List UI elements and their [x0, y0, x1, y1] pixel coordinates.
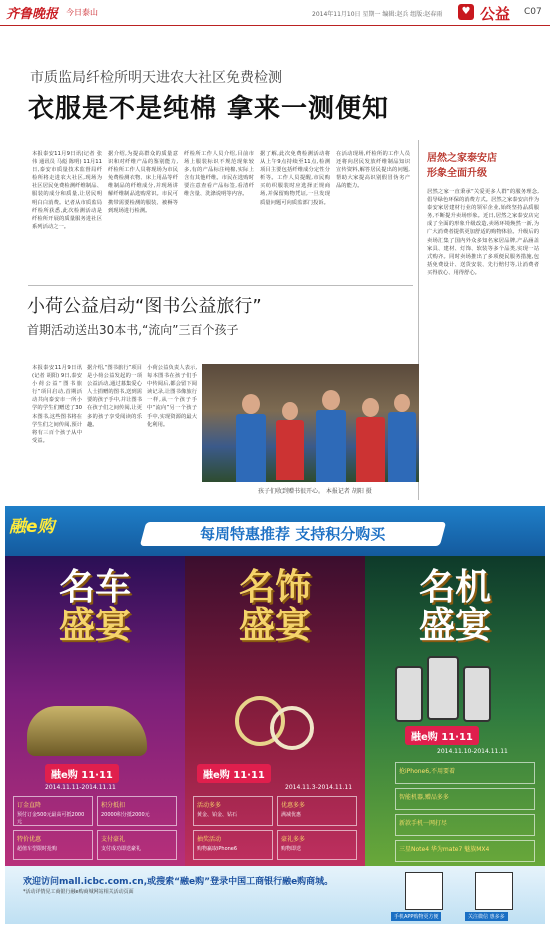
category-label: 公益 [480, 5, 511, 23]
story1-column: 据介绍,为提高群众的质量意识和对纤维产品的鉴别能力,纤检所工作人员将现场为市民免费检测衣物、床上用品等纤维制品的纤维成分,并现场讲解纤维制品选购常识。市民可携带需要检测的服装、被褥等到现场进行检测。 [108, 151, 178, 214]
story2-column: 小荷公益负责人表示,每本图书在孩子们手中传阅后,都会留下阅读记录,让图书像旅行一样,从一个孩子手中“流向”另一个孩子手中,实现资源的最大化利用。 [147, 365, 197, 428]
qr-label: 手机APP购物更方便 [391, 912, 441, 921]
panel-title: 名饰 [238, 566, 311, 608]
page-number: C07 [524, 7, 542, 17]
advertisement [5, 506, 545, 924]
car-image [27, 706, 147, 756]
panel-title: 名机 [418, 566, 491, 608]
child-figure [356, 417, 385, 482]
date-badge: 融e购 11·11 [45, 764, 119, 783]
ad-panel-jewelry [185, 556, 365, 866]
qr-label: 关注微信 惠多多 [465, 912, 508, 921]
ad-note: *活动详情见工商银行融e购商城网站相关活动页面 [23, 889, 134, 895]
ad-slogan: 每周特惠推荐 支持积分购买 [200, 525, 386, 543]
ad-slogan-box [140, 522, 446, 546]
promo-box: 抽奖活动 购物赢取iPhone6 [193, 830, 273, 860]
child-figure [394, 394, 410, 412]
promo-box: 特价优惠 超值车型限时抢购 [13, 830, 93, 860]
story1-kicker: 市质监局纤检所明天进农大社区免费检测 [30, 70, 282, 86]
promo-row: 抢iPhone6,不用要着 [395, 762, 535, 784]
promo-box: 活动多多 黄金、铂金、钻石 [193, 796, 273, 826]
story1-column: 纤检所工作人员介绍,目前市场上服装标识不规范现象较多,有的产品标注纯棉,实际上含有其他纤维。市民在选购时要注意查看产品标签,看清纤维含量、洗涤说明等内容。 [184, 151, 254, 198]
story1-column: 在活动现场,纤检所的工作人员还将向居民发放纤维制品知识宣传资料,解答居民提出的问题,帮助大家提高识别假冒伪劣产品的能力。 [336, 151, 410, 190]
story2-headline: 小荷公益启动“图书公益旅行” [27, 296, 262, 317]
story2-column: 据介绍,“图书旅行”项目是小荷公益发起的一项公益活动,通过募集爱心人士捐赠的图书,送到需要的孩子手中,并让图书在孩子们之间传阅,让更多的孩子享受阅读的乐趣。 [87, 365, 142, 428]
child-figure [362, 398, 379, 417]
photo-caption: 孩子们收到赠书很开心。 本报记者 胡阳 摄 [258, 488, 372, 495]
child-figure [388, 412, 416, 482]
ad-panel-phones [365, 556, 545, 866]
qr-code-icon [475, 872, 513, 910]
story1-column: 本报泰安11月9日讯(记者 张伟 通讯员 马彪 陈明) 11月11日,泰安市质量技术监督局纤检所将走进农大社区,现场为社区居民免费检测纤维制品、服装的成分和质量,让居民明明白白消费。记者从市质监局纤检所获悉,此次检测活动是纤检所开展的质量服务进社区系列活动之一。 [32, 151, 102, 230]
qr-code-icon [405, 872, 443, 910]
phone-image [395, 666, 423, 722]
ad-footer [5, 866, 545, 924]
ad-panel-cars [5, 556, 185, 866]
ring-image [270, 706, 314, 750]
child-figure [322, 390, 340, 410]
child-figure [316, 410, 346, 482]
promo-box: 优惠多多 满减优惠 [277, 796, 357, 826]
phone-image [463, 666, 491, 722]
promo-row: 智能机器,赠品多多 [395, 788, 535, 810]
phone-image [427, 656, 459, 720]
date-badge: 融e购 11·11 [405, 726, 479, 745]
ad-brand: 融e购 [9, 517, 55, 537]
promo-date: 2014.11.3-2014.11.11 [285, 784, 353, 791]
child-figure [236, 414, 266, 482]
promo-row: 三星Note4 华为mate7 魅族MX4 [395, 840, 535, 862]
child-figure [242, 394, 260, 414]
promo-box: 订金直降 预付订金500元最高可抵2000元 [13, 796, 93, 826]
story2-subhead: 首期活动送出30本书,“流向”三百个孩子 [27, 323, 239, 337]
promo-date: 2014.11.10-2014.11.11 [437, 748, 508, 755]
ad-visit-text: 欢迎访问mall.icbc.com.cn,或搜索“融e购”登录中国工商银行融e购商城。 [23, 877, 334, 887]
panel-title: 盛宴 [58, 604, 131, 646]
story1-headline: 衣服是不是纯棉 拿来一测便知 [28, 94, 390, 124]
date-badge: 融e购 11·11 [197, 764, 271, 783]
ad-banner [5, 506, 545, 556]
section-name: 今日泰山 [66, 8, 99, 17]
promo-row: 新款手机一网打尽 [395, 814, 535, 836]
page-header [0, 0, 550, 26]
promo-box: 积分抵扣 20000积分抵2000元 [97, 796, 177, 826]
story1-column: 据了解,此次免费检测活动将从上午9点持续至11点,检测项目主要包括纤维成分定性分析等。工作人员提醒,市民购买纺织服装时应选择正规商场,并保留购物凭证,一旦发现质量问题可向质监部门投诉。 [260, 151, 330, 206]
sidebar-title: 居然之家泰安店 形象全面升级 [427, 153, 497, 179]
sidebar-body: 居然之家一直秉承“关爱更多人群”的服务理念,倡导绿色环保的消费方式。居然之家泰安店作为泰安家居建材行业的领军企业,始终坚持品质服务,不断提升卖场形象。近日,居然之家泰安店完成了全面的形象升级改造,卖场环境焕然一新,为广大消费者提供更加舒适的购物体验。升级后的卖场汇集了国内外众多知名家居品牌,产品涵盖家具、建材、灯饰、软装等多个品类,实现一站式购齐。同时卖场推出了多项便民服务措施,包括免费设计、送货安装、先行赔付等,让消费者买得放心、用得舒心。 [427, 189, 539, 276]
panel-title: 盛宴 [238, 604, 311, 646]
story-divider [28, 285, 413, 286]
panel-title: 名车 [58, 566, 131, 608]
newspaper-logo: 齐鲁晚报 [6, 7, 59, 22]
promo-box: 豪礼多多 购物即送 [277, 830, 357, 860]
child-figure [276, 420, 304, 480]
child-figure [282, 402, 298, 420]
story2-column: 本报泰安11月9日讯(记者 胡阳) 9日,泰安小荷公益“图书旅行”项目启动,首期活动共向泰安市一所小学的学生们赠送了30本图书,这些图书将在学生们之间传阅,预计将有三百个孩子从中受益。 [32, 365, 82, 444]
promo-box: 支付豪礼 支付成功即送豪礼 [97, 830, 177, 860]
charity-heart-icon: ♥ [458, 4, 474, 20]
panel-title: 盛宴 [418, 604, 491, 646]
promo-date: 2014.11.11-2014.11.11 [45, 784, 116, 791]
story2-photo [202, 364, 419, 482]
issue-meta: 2014年11月10日 星期一 编辑:赵兵 组版:赵春雨 [312, 11, 443, 18]
